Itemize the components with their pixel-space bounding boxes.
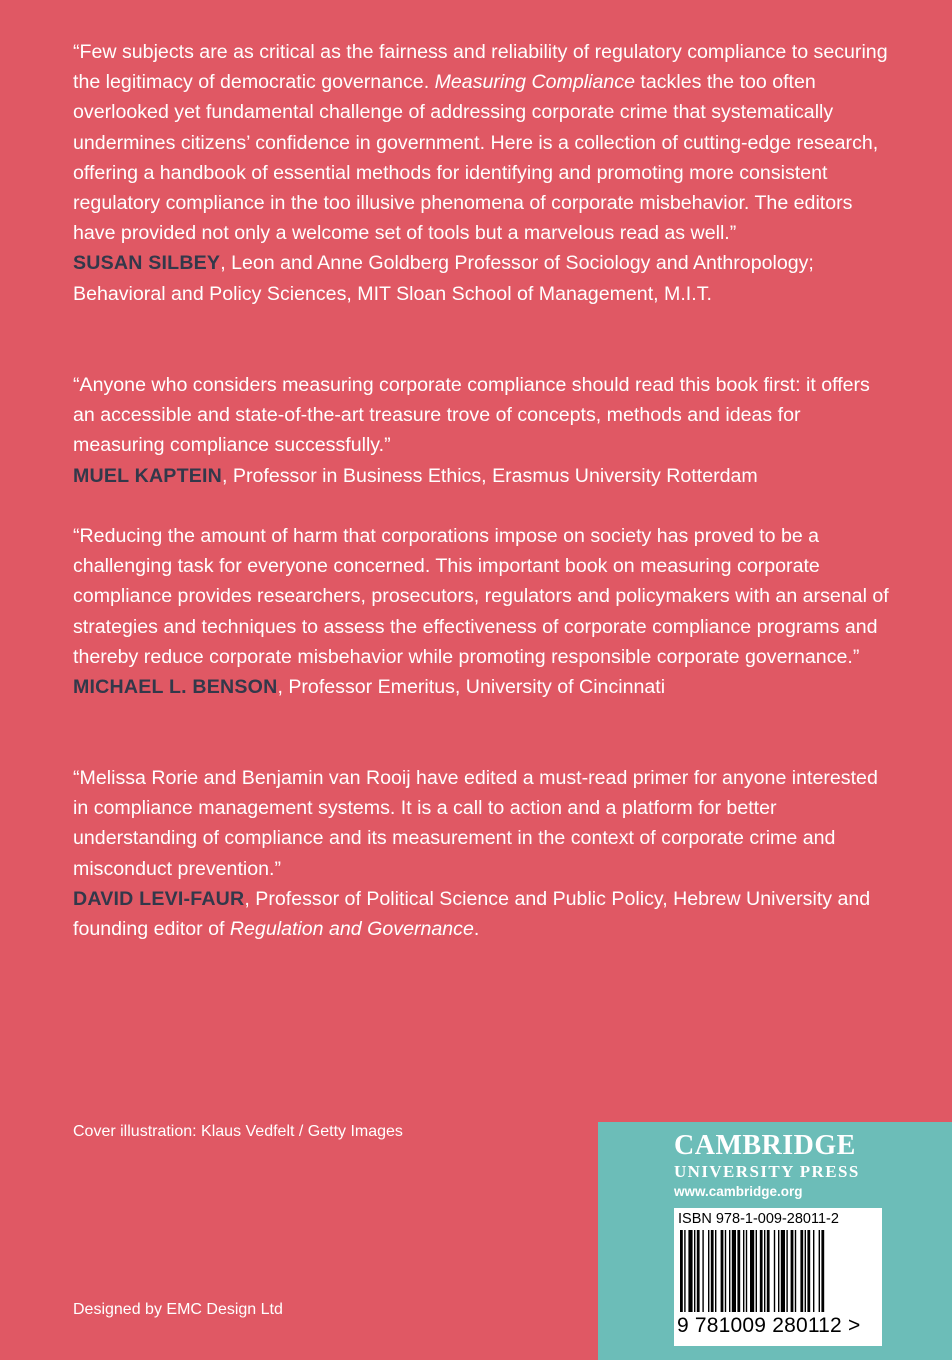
barcode-bar — [688, 1230, 692, 1312]
quote-text: “Melissa Rorie and Benjamin van Rooij have edited a must-read primer for anyone interested in compliance management systems. It is a call to action and a platform for better understanding of compliance and its measurement in the context of corporate crime and misconduct prevention.” — [73, 767, 878, 880]
barcode-bar — [791, 1230, 794, 1312]
publisher-subname: UNIVERSITY PRESS — [674, 1162, 860, 1181]
barcode-bar — [711, 1230, 714, 1312]
author-name: SUSAN SILBEY — [73, 252, 221, 275]
quote-levi-faur — [73, 763, 893, 944]
barcode-bar — [764, 1230, 765, 1312]
barcode-bar — [697, 1230, 700, 1312]
barcode-bar — [756, 1230, 757, 1312]
barcode-bar — [721, 1230, 724, 1312]
barcode-bar — [694, 1230, 695, 1312]
barcode-bar — [778, 1230, 779, 1312]
author-name: DAVID LEVI-FAUR — [73, 887, 245, 910]
barcode-bar — [813, 1230, 814, 1312]
publisher-panel — [598, 1122, 952, 1360]
design-credit: Designed by EMC Design Ltd — [73, 1301, 283, 1318]
quote-text: “Few subjects are as critical as the fairness and reliability of regulatory compliance to securing the legitimacy of democratic governance. Measuring Compliance tackles the too often overlooked yet fundamental challenge of addressing corporate crime that systematically undermines citizens’ confidence in government. Here is a collection of cutting-edge research, offering a handbook of essential methods for identifying and promoting more consistent regulatory compliance in the too illusive phenomena of corporate misbehavior. The editors have provided not only a welcome set of tools but a marvelous read as well.” — [73, 41, 888, 245]
barcode-bar — [729, 1230, 730, 1312]
quote-text: “Anyone who considers measuring corporate compliance should read this book first: it offers an accessible and state-of-the-art treasure trove of concepts, methods and ideas for measuring compliance successfully.” — [73, 374, 870, 457]
barcode-bar — [760, 1230, 763, 1312]
quote-silbey — [73, 37, 893, 309]
barcode-bar — [786, 1230, 787, 1312]
quote-text: “Reducing the amount of harm that corporations impose on society has proved to be a challenging task for everyone concerned. This important book on measuring corporate compliance provides researchers, prosecutors, regulators and policymakers with an arsenal of strategies and techniques to assess the effectiveness of corporate compliance programs and thereby reduce corporate misbehavior while promoting responsible corporate governance.” — [73, 525, 889, 668]
barcode-bar — [684, 1230, 685, 1312]
barcode-bar — [680, 1230, 683, 1312]
barcode-bar — [750, 1230, 754, 1312]
barcode-bar — [800, 1230, 803, 1312]
author-name: MUEL KAPTEIN — [73, 464, 222, 487]
barcode-box — [674, 1208, 882, 1346]
barcode-bar — [702, 1230, 703, 1312]
quote-benson — [73, 521, 893, 702]
barcode-bar — [743, 1230, 744, 1312]
barcode-bar — [781, 1230, 785, 1312]
isbn-label: ISBN 978-1-009-28011-2 — [678, 1211, 839, 1227]
barcode-bar — [732, 1230, 736, 1312]
publisher-url: www.cambridge.org — [674, 1184, 803, 1199]
barcode-bar — [737, 1230, 740, 1312]
barcode-bar — [821, 1230, 824, 1312]
barcode-bar — [767, 1230, 770, 1312]
attribution: MUEL KAPTEIN, Professor in Business Ethics, Erasmus University Rotterdam — [73, 464, 758, 487]
barcode-bar — [746, 1230, 747, 1312]
cover-credit: Cover illustration: Klaus Vedfelt / Getty Images — [73, 1123, 403, 1140]
barcode-bar — [795, 1230, 796, 1312]
barcode-bar — [805, 1230, 806, 1312]
barcode-bar — [774, 1230, 775, 1312]
author-name: MICHAEL L. BENSON — [73, 676, 278, 699]
barcode-bar — [819, 1230, 820, 1312]
barcode-bar — [708, 1230, 709, 1312]
journal-title: Regulation and Governance — [229, 918, 474, 941]
barcode-icon — [678, 1230, 878, 1314]
attribution: SUSAN SILBEY, Leon and Anne Goldberg Professor of Sociology and Anthropology; Behavioral and Policy Sciences, MIT Sloan School of Management, M.I.T. — [73, 252, 814, 305]
barcode-bar — [715, 1230, 716, 1312]
attribution: MICHAEL L. BENSON, Professor Emeritus, University of Cincinnati — [73, 676, 666, 699]
isbn-digits: 9 781009 280112 > — [677, 1314, 861, 1337]
barcode-bar — [807, 1230, 810, 1312]
quote-kaptein — [73, 370, 893, 491]
book-title: Measuring Compliance — [434, 71, 635, 94]
publisher-name: CAMBRIDGE — [674, 1130, 856, 1161]
attribution: DAVID LEVI-FAUR, Professor of Political Science and Public Policy, Hebrew University and founding editor of Regulation and Governance. — [73, 887, 871, 941]
barcode-bar — [725, 1230, 726, 1312]
